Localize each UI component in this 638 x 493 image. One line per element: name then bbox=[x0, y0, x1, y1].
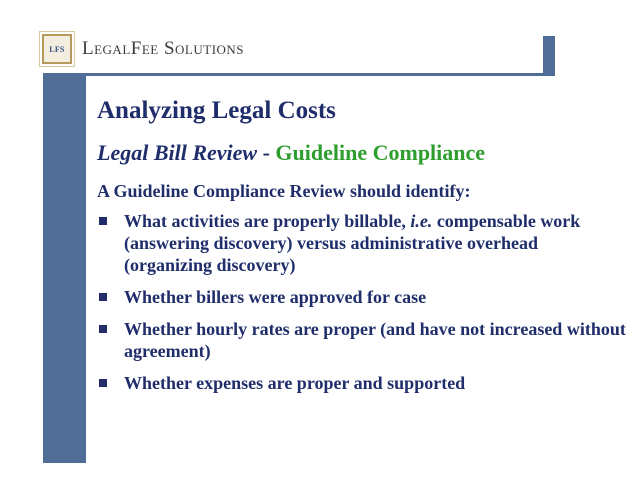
logo-mark-text: LFS bbox=[49, 44, 65, 54]
bullet-item bbox=[97, 210, 627, 276]
subtitle-separator: - bbox=[257, 140, 276, 165]
bullet-1-ie: i.e. bbox=[410, 211, 433, 231]
slide-subtitle bbox=[97, 140, 627, 166]
left-accent-bar bbox=[43, 73, 86, 463]
bullet-item bbox=[97, 372, 627, 394]
bullet-list bbox=[97, 210, 627, 394]
intro-text: A Guideline Compliance Review should identify: bbox=[97, 181, 471, 201]
square-bullet-icon bbox=[99, 325, 107, 333]
slide-content bbox=[97, 96, 627, 404]
logo-name: LegalFee Solutions bbox=[82, 38, 245, 59]
bullet-2-text: Whether billers were approved for case bbox=[124, 287, 427, 307]
right-accent-block bbox=[543, 36, 555, 76]
square-bullet-icon bbox=[99, 293, 107, 301]
bullet-1-text-a: What activities are properly billable, bbox=[124, 211, 411, 231]
square-bullet-icon bbox=[99, 379, 107, 387]
slide-title: Analyzing Legal Costs bbox=[97, 97, 336, 124]
bullet-4-text: Whether expenses are proper and supported bbox=[124, 373, 466, 393]
bullet-item bbox=[97, 318, 627, 362]
lfs-emblem-icon bbox=[42, 34, 72, 64]
bullet-3-text: Whether hourly rates are proper (and have not increased without agreement) bbox=[124, 319, 626, 361]
subtitle-italic: Legal Bill Review bbox=[97, 140, 258, 165]
subtitle-highlight: Guideline Compliance bbox=[275, 140, 486, 165]
company-logo bbox=[42, 34, 244, 64]
bullet-1-text-b: compensable work (answering discovery) versus administrative overhead (organizing discovery) bbox=[124, 211, 581, 275]
square-bullet-icon bbox=[99, 217, 107, 225]
bullet-item bbox=[97, 286, 627, 308]
top-rule bbox=[86, 73, 543, 76]
